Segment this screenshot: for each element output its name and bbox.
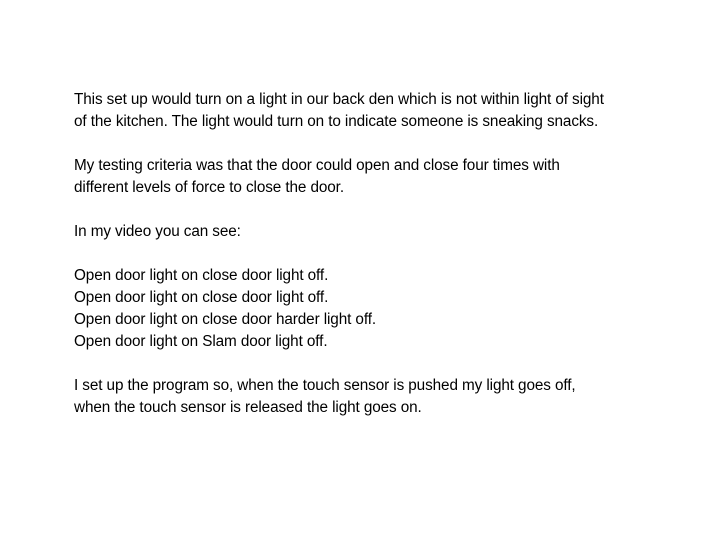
intro-line-2: of the kitchen. The light would turn on to indicate someone is sneaking snacks. (74, 113, 599, 130)
video-intro-line: In my video you can see: (74, 223, 241, 240)
observation-item: Open door light on Slam door light off. (74, 333, 328, 350)
observation-item: Open door light on close door light off. (74, 267, 329, 284)
intro-line-1: This set up would turn on a light in our back den which is not within light of sight (74, 91, 604, 108)
video-intro-paragraph (74, 221, 694, 243)
observation-item: Open door light on close door light off. (74, 289, 329, 306)
criteria-paragraph (74, 155, 694, 199)
observations-list (74, 265, 694, 353)
text-body (74, 89, 694, 441)
intro-paragraph (74, 89, 694, 133)
program-paragraph (74, 375, 694, 419)
program-line-1: I set up the program so, when the touch sensor is pushed my light goes off, (74, 377, 576, 394)
program-line-2: when the touch sensor is released the light goes on. (74, 399, 422, 416)
observation-item: Open door light on close door harder light off. (74, 311, 377, 328)
criteria-line-2: different levels of force to close the door. (74, 179, 344, 196)
criteria-line-1: My testing criteria was that the door could open and close four times with (74, 157, 560, 174)
